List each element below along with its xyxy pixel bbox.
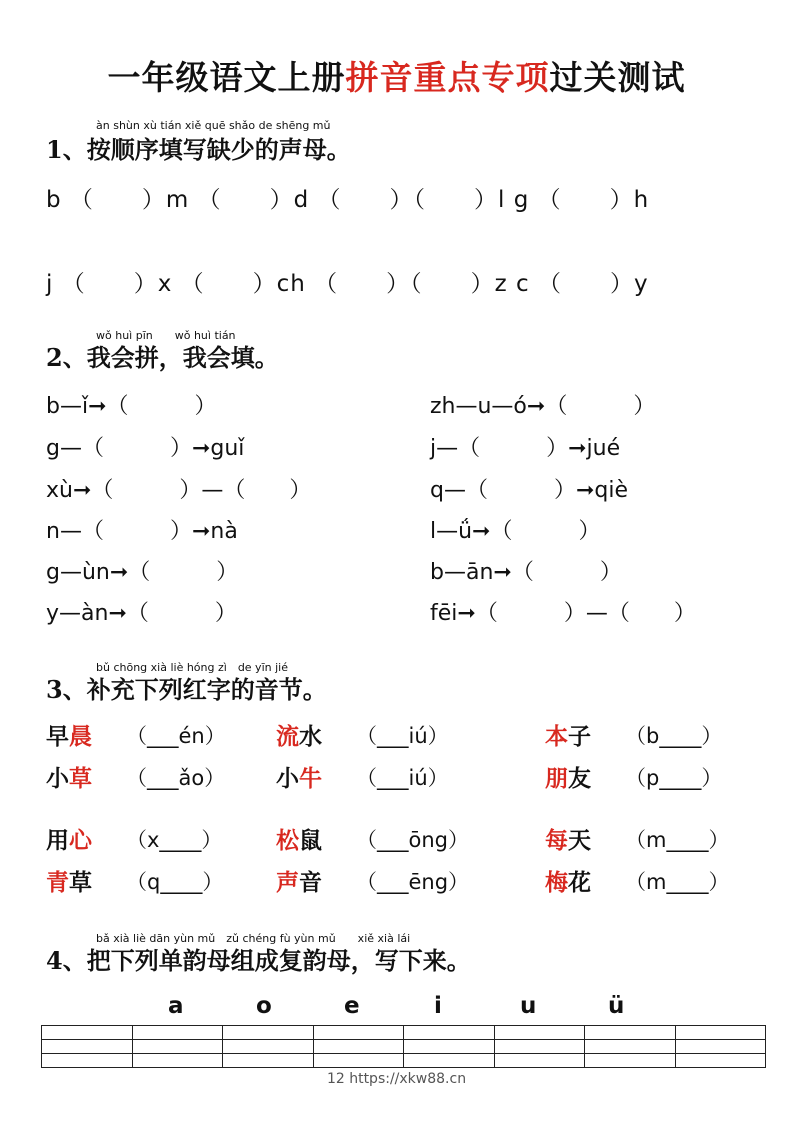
character: 花: [568, 869, 591, 896]
exercise-item: zh—u—ó➞（ ）: [430, 394, 656, 419]
syllable-blank[interactable]: （x____）: [126, 828, 223, 852]
exercise-item: xù➞（ ）—（ ）: [46, 478, 312, 503]
character: 声: [276, 869, 299, 896]
answer-cell[interactable]: [675, 1026, 766, 1040]
character: 心: [69, 827, 92, 854]
character: 小: [276, 765, 299, 792]
syllable-blank[interactable]: （m____）: [625, 870, 730, 894]
syllable-blank[interactable]: （p____）: [625, 766, 723, 790]
section1-row: b （ ）m （ ）d （ ）（ ）l g （ ）h: [46, 187, 650, 213]
section2-pinyin: wǒ huì pīn wǒ huì tián: [96, 329, 236, 342]
answer-cell[interactable]: [404, 1054, 495, 1068]
exercise-item: g—（ ）➞guǐ: [46, 436, 245, 461]
character: 青: [46, 869, 69, 896]
answer-grid: [41, 1025, 766, 1068]
answer-cell[interactable]: [223, 1026, 314, 1040]
answer-cell[interactable]: [585, 1040, 676, 1054]
answer-cell[interactable]: [42, 1054, 133, 1068]
word-pair: [276, 864, 322, 897]
answer-cell[interactable]: [313, 1026, 404, 1040]
answer-cell[interactable]: [404, 1040, 495, 1054]
vowel-label: o: [256, 993, 272, 1019]
exercise-item: n—（ ）➞nà: [46, 519, 238, 544]
exercise-item: y—àn➞（ ）: [46, 601, 237, 626]
answer-cell[interactable]: [494, 1026, 585, 1040]
exercise-item: l—ǘ➞（ ）: [430, 519, 601, 544]
answer-cell[interactable]: [494, 1040, 585, 1054]
vowel-label: e: [344, 993, 360, 1019]
syllable-blank[interactable]: （___ǎo）: [126, 766, 226, 790]
exercise-item: fēi➞（ ）—（ ）: [430, 601, 696, 626]
section1-row: j （ ）x （ ）ch （ ）（ ）z c （ ）y: [46, 271, 649, 297]
character: 松: [276, 827, 299, 854]
character: 小: [46, 765, 69, 792]
vowel-label: a: [168, 993, 184, 1019]
exercise-item: b—ǐ➞（ ）: [46, 394, 217, 419]
answer-cell[interactable]: [404, 1026, 495, 1040]
word-pair: [545, 718, 591, 751]
section4-pinyin: bǎ xià liè dān yùn mǔ zǔ chéng fù yùn mǔ xiě xià lái: [96, 932, 411, 945]
character: 梅: [545, 869, 568, 896]
word-pair: [545, 822, 591, 855]
footer-page-url: 12 https://xkw88.cn: [326, 1071, 467, 1087]
character: 鼠: [299, 827, 322, 854]
section1-pinyin: àn shùn xù tián xiě quē shǎo de shēng mǔ: [96, 119, 331, 132]
word-pair: [276, 718, 322, 751]
word-pair: [46, 760, 92, 793]
answer-cell[interactable]: [132, 1026, 223, 1040]
word-pair: [46, 822, 92, 855]
section3-heading: 3、补充下列红字的音节。: [46, 675, 327, 704]
syllable-blank[interactable]: （___ōng）: [356, 828, 469, 852]
syllable-blank[interactable]: （q____）: [126, 870, 224, 894]
answer-cell[interactable]: [675, 1054, 766, 1068]
vowel-label: u: [520, 993, 537, 1019]
answer-cell[interactable]: [313, 1040, 404, 1054]
word-pair: [545, 864, 591, 897]
character: 草: [69, 869, 92, 896]
section4-heading: 4、把下列单韵母组成复韵母，写下来。: [46, 946, 471, 975]
exercise-item: b—ān➞（ ）: [430, 560, 622, 585]
answer-cell[interactable]: [675, 1040, 766, 1054]
character: 晨: [69, 723, 92, 750]
character: 每: [545, 827, 568, 854]
word-pair: [276, 822, 322, 855]
character: 天: [568, 827, 591, 854]
word-pair: [545, 760, 591, 793]
character: 本: [545, 723, 568, 750]
character: 水: [299, 723, 322, 750]
answer-cell[interactable]: [585, 1026, 676, 1040]
syllable-blank[interactable]: （___én）: [126, 724, 226, 748]
title-highlight: 拼音重点专项: [345, 58, 550, 97]
answer-cell[interactable]: [494, 1054, 585, 1068]
word-pair: [276, 760, 322, 793]
word-pair: [46, 864, 92, 897]
answer-cell[interactable]: [42, 1026, 133, 1040]
character: 早: [46, 723, 69, 750]
character: 流: [276, 723, 299, 750]
syllable-blank[interactable]: （m____）: [625, 828, 730, 852]
syllable-blank[interactable]: （b____）: [625, 724, 723, 748]
answer-cell[interactable]: [42, 1040, 133, 1054]
character: 用: [46, 827, 69, 854]
syllable-blank[interactable]: （___iú）: [356, 766, 449, 790]
answer-cell[interactable]: [132, 1054, 223, 1068]
answer-cell[interactable]: [585, 1054, 676, 1068]
character: 牛: [299, 765, 322, 792]
syllable-blank[interactable]: （___iú）: [356, 724, 449, 748]
character: 音: [299, 869, 322, 896]
exercise-item: g—ùn➞（ ）: [46, 560, 239, 585]
character: 子: [568, 723, 591, 750]
vowel-label: ü: [608, 993, 625, 1019]
vowel-label: i: [434, 993, 442, 1019]
character: 朋: [545, 765, 568, 792]
answer-cell[interactable]: [132, 1040, 223, 1054]
page-title: 一年级语文上册拼音重点专项过关测试: [107, 58, 686, 97]
word-pair: [46, 718, 92, 751]
character: 友: [568, 765, 591, 792]
section2-heading: 2、我会拼，我会填。: [46, 343, 279, 372]
answer-cell[interactable]: [223, 1054, 314, 1068]
answer-cell[interactable]: [313, 1054, 404, 1068]
section1-heading: 1、按顺序填写缺少的声母。: [46, 135, 351, 164]
character: 草: [69, 765, 92, 792]
exercise-item: q—（ ）➞qiè: [430, 478, 629, 503]
exercise-item: j—（ ）➞jué: [430, 436, 621, 461]
answer-cell[interactable]: [223, 1040, 314, 1054]
section3-pinyin: bǔ chōng xià liè hóng zì de yīn jié: [96, 661, 288, 674]
syllable-blank[interactable]: （___ēng）: [356, 870, 470, 894]
